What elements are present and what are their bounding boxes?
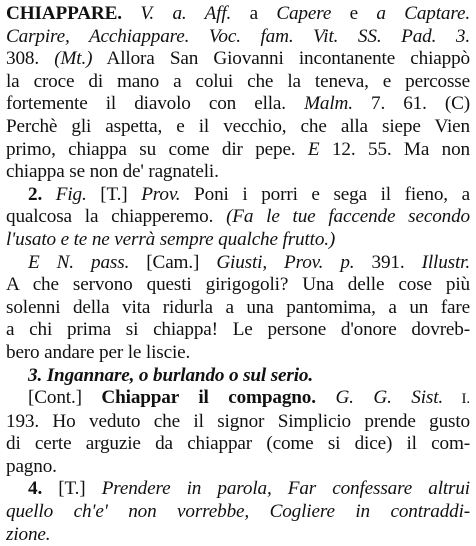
example-phrase: Chiappar il compagno. bbox=[101, 387, 316, 409]
entry-line: pagno. bbox=[6, 455, 57, 477]
sub-sense: E N. pass. bbox=[28, 251, 130, 273]
entry-line: fortemente il diavolo con ella. Malm. 7. 61. (C) bbox=[6, 93, 470, 115]
entry-line: solenni della vita ridurla a una pantomima, a un fare bbox=[6, 296, 470, 318]
source-citation: (Mt.) bbox=[54, 48, 93, 70]
entry-line: primo, chiappa su come dir pepe. E 12. 55. Ma non bbox=[6, 138, 470, 160]
sense-number: 2. bbox=[28, 183, 56, 205]
sense-3: 3. Ingannare, o burlando o sul serio. bbox=[28, 364, 314, 386]
gloss: (Fa le tue faccende secondo bbox=[226, 206, 470, 228]
source-citation: Malm. bbox=[304, 93, 353, 115]
entry-line: Perchè gli aspetta, e il vecchio, che alla siepe Vien bbox=[6, 115, 470, 137]
entry-line: chiappa se non de' ragnateli. bbox=[6, 161, 219, 183]
entry-line: zione. bbox=[6, 523, 51, 545]
entry-line: 193. Ho veduto che il signor Simplicio prende gusto bbox=[6, 410, 470, 432]
headword: CHIAPPARE. bbox=[6, 3, 122, 24]
entry-line bbox=[6, 26, 470, 49]
source-citation: Voc. fam. Vit. SS. Pad. 3. bbox=[189, 25, 470, 47]
entry-line: E N. pass. [Cam.] Giusti, Prov. p. 391. Illustr. bbox=[28, 251, 470, 273]
sense-number: 4. bbox=[28, 478, 59, 500]
sense-2: 2. Fig. [T.] Prov. Poni i porri e sega il fieno, a bbox=[28, 183, 470, 205]
definition-synonyms: Carpire, Acchiappare. bbox=[6, 25, 190, 47]
entry-line: [Cont.] Chiappar il compagno. G. G. Sist. I. bbox=[28, 387, 470, 409]
gloss: l'usato e te ne verrà sempre qualche frutto.) bbox=[6, 228, 336, 250]
entry-line: quello ch'e' non vorrebbe, Cogliere in contraddi- bbox=[6, 501, 470, 523]
source-citation: Giusti, Prov. p. bbox=[216, 251, 355, 273]
entry-line: CHIAPPARE. V. a. Aff. a Capere e a Captare. bbox=[6, 3, 470, 24]
entry-line: di certe arguzie da chiappar (come si dice) il com- bbox=[6, 433, 470, 455]
entry-line: la croce di mano a colui che la teneva, e percosse bbox=[6, 70, 470, 92]
source-citation: E bbox=[307, 138, 320, 160]
entry-line: qualcosa la chiapperemo. (Fa le tue faccende secondo bbox=[6, 206, 470, 228]
grammar-tag: V. a. Aff. bbox=[121, 3, 232, 24]
entry-line: 308. (Mt.) Allora San Giovanni incontanente chiappò bbox=[6, 48, 470, 70]
sense-4: 4. [T.] Prendere in parola, Far confessare altrui bbox=[28, 478, 470, 500]
source-citation: G. G. Sist. bbox=[315, 387, 444, 409]
entry-line: A che servono questi girigogoli? Una delle cose più bbox=[6, 274, 470, 296]
entry-line: bero andare per le liscie. bbox=[6, 341, 191, 363]
entry-line: a chi prima si chiappa! Le persone d'onore dovreb- bbox=[6, 319, 470, 341]
